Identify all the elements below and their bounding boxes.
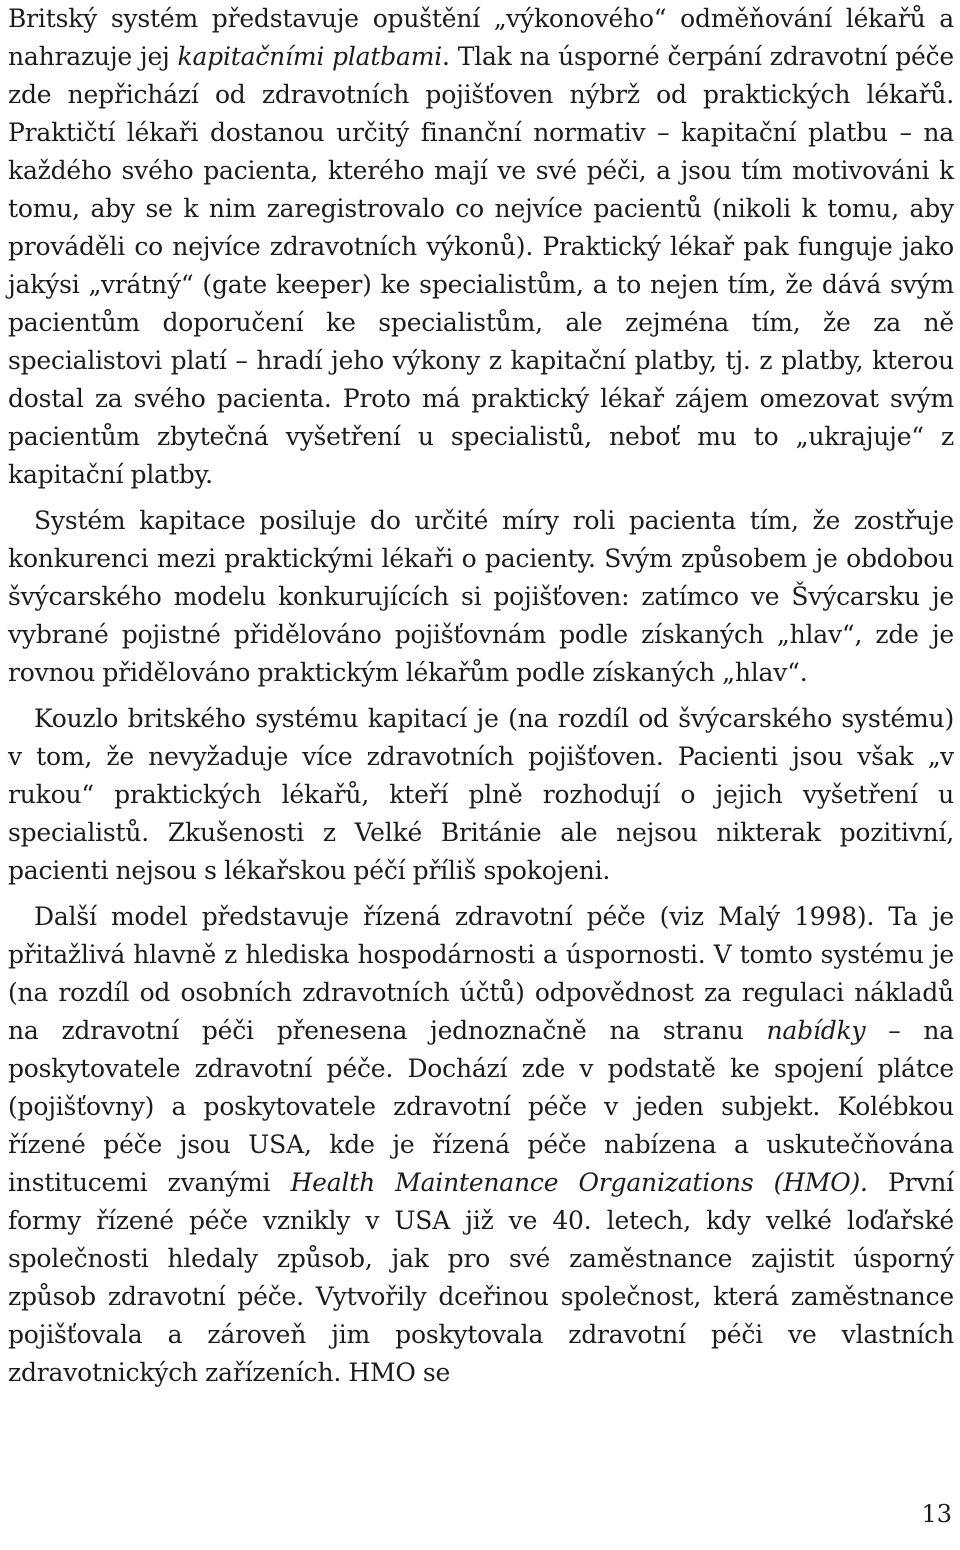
page-number: 13 (921, 1500, 952, 1528)
body-text: Další model představuje řízená zdravotní péče (viz Malý 1998). Ta je přitažlivá hlavně z hlediska hospodárnosti a úspornosti. V tomto systému je (na rozdíl od osobních zdravotních účtů) odpovědnost za regulaci nákladů na zdravotní péči přenesena jednoznačně na stranu (8, 902, 954, 1045)
body-text: První formy řízené péče vznikly v USA již ve 40. letech, kdy velké loďařské společnosti hledaly způsob, jak pro své zaměstnance zajistit úsporný způsob zdravotní péče. Vytvořily dceřinou společnost, která zaměstnance pojišťovala a zároveň jim poskytovala zdravotní péči ve vlastních zdravotnických zařízeních. HMO se (8, 1168, 954, 1387)
body-text: Kouzlo britského systému kapitací je (na rozdíl od švýcarského systému) v tom, že nevyžaduje více zdravotních pojišťoven. Pacienti jsou však „v rukou“ praktických lékařů, kteří plně rozhodují o jejich vyšetření u specialistů. Zkušenosti z Velké Británie ale nejsou nikterak pozitivní, pacienti nejsou s lékařskou péčí příliš spokojeni. (8, 704, 954, 885)
body-text: Systém kapitace posiluje do určité míry roli pacienta tím, že zostřuje konkurenci mezi praktickými lékaři o pacienty. Svým způsobem je obdobou švýcarského modelu konkurujících si pojišťoven: zatímco ve Švýcarsku je vybrané pojistné přidělováno pojišťovnám podle získaných „hlav“, zde je rovnou přidělováno praktickým lékařům podle získaných „hlav“. (8, 506, 954, 687)
document-page (8, 0, 954, 1392)
paragraph (8, 898, 954, 1392)
paragraph (8, 502, 954, 692)
italic-text: kapitačními platbami (177, 42, 443, 71)
paragraph (8, 0, 954, 494)
body-text: Britský systém představuje opuštění „výkonového“ odměňování lékařů a nahrazuje jej (8, 4, 954, 71)
paragraph (8, 700, 954, 890)
italic-text: nabídky (766, 1016, 866, 1045)
body-text: . Tlak na úsporné čerpání zdravotní péče zde nepřichází od zdravotních pojišťoven nýbrž od praktických lékařů. Praktičtí lékaři dostanou určitý finanční normativ – kapitační platbu – na každého svého pacienta, kterého mají ve své péči, a jsou tím motivováni k tomu, aby se k nim zaregistrovalo co nejvíce pacientů (nikoli k tomu, aby prováděli co nejvíce zdravotních výkonů). Praktický lékař pak funguje jako jakýsi „vrátný“ (gate keeper) ke specialistům, a to nejen tím, že dává svým pacientům doporučení ke specialistům, ale zejména tím, že za ně specialistovi platí – hradí jeho výkony z kapitační platby, tj. z platby, kterou dostal za svého pacienta. Proto má praktický lékař zájem omezovat svým pacientům zbytečná vyšetření u specialistů, neboť mu to „ukrajuje“ z kapitační platby. (8, 42, 954, 489)
body-text: – na poskytovatele zdravotní péče. Dochází zde v podstatě ke spojení plátce (pojišťovny) a poskytovatele zdravotní péče v jeden subjekt. Kolébkou řízené péče jsou USA, kde je řízená péče nabízena a uskutečňována institucemi zvanými (8, 1016, 954, 1197)
italic-text: Health Maintenance Organizations (HMO). (290, 1168, 868, 1197)
